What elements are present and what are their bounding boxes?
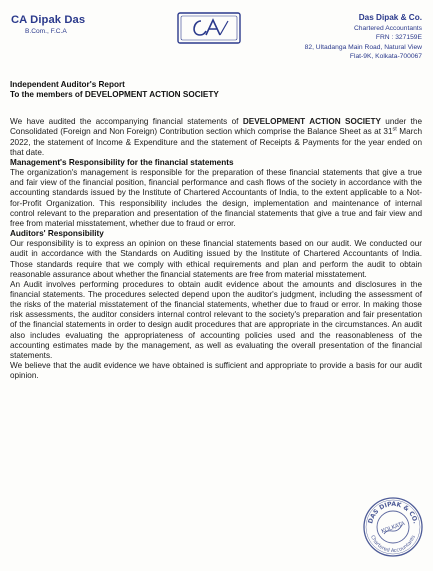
- seal-top-text: DAS DIPAK & CO.: [367, 500, 419, 525]
- opening-society-name: DEVELOPMENT ACTION SOCIETY: [242, 117, 381, 127]
- firm-name: Das Dipak & Co.: [358, 13, 422, 22]
- firm-address-line2: Flat-9K, Kolkata-700067: [349, 52, 422, 60]
- report-addressee: To the members of DEVELOPMENT ACTION SOCIETY: [10, 90, 219, 100]
- report-title: Independent Auditor's Report: [10, 80, 125, 89]
- opening-text-1: We have audited the accompanying financial statements of: [10, 117, 243, 127]
- letterhead-right: [222, 13, 422, 61]
- management-heading: Management's Responsibility for the financial statements: [10, 157, 234, 167]
- opening-text-3: March 2022, the statement of Income & Expenditure and the statement of Receipts & Payments for the year ended on that date.: [10, 127, 422, 157]
- firm-seal-stamp: [362, 496, 424, 558]
- letterhead-left: [11, 14, 121, 35]
- seal-center-text: KOLKATA: [380, 520, 406, 535]
- firm-address-line1: 82, Ultadanga Main Road, Natural View: [304, 43, 422, 51]
- report-body: [10, 80, 422, 381]
- date-superscript: st: [392, 126, 397, 133]
- opening-text-2: under the Consolidated (Foreign and Non Foreign) Contribution section which comprise the Balance Sheet as at 31: [10, 117, 423, 137]
- ca-name: CA Dipak Das: [11, 14, 86, 26]
- seal-bottom-text: Chartered Accountants: [369, 534, 417, 555]
- firm-subtitle: Chartered Accountants: [353, 25, 422, 32]
- auditors-paragraph-1: Our responsibility is to express an opinion on these financial statements based on our audit. We conducted our audit in accordance with the Standards on Auditing issued by the Institute of Chartered Accountants of India. Those standards require that we comply with ethical requirements and plan and perform the audit to obtain reasonable assurance about whether the financial statements are free from material misstatement.: [10, 239, 422, 279]
- auditors-paragraph-2: An Audit involves performing procedures to obtain audit evidence about the amounts and disclosures in the financial statements. The procedures selected depend upon the auditor's judgment, including the assessment of the risks of the material misstatement of the financial statements, whether due to fraud or error. In making those risk assessments, the auditor considers internal control relevant to the society's preparation and fair presentation of the financial statements in order to design audit procedures that are appropriate in the circumstances. An audit also includes evaluating the appropriateness of accounting policies used and the reasonableness of the accounting estimates made by the management, as well as evaluating the overall presentation of the financial statements.: [10, 279, 422, 360]
- opening-paragraph: [10, 117, 422, 158]
- firm-frn: FRN : 327159E: [375, 34, 422, 42]
- auditors-paragraph-3: We believe that the audit evidence we have obtained is sufficient and appropriate to provide a basis for our audit opinion.: [10, 361, 422, 381]
- management-paragraph: The organization's management is responsible for the preparation of these financial statements that give a true and fair view of the financial position, financial performance and cash flows of the society in accordance with the accounting standards issued by the Institute of Chartered Accountants of India, to the extent applicable to a Not-for-Profit Organization. This responsibility includes the design, implementation and maintenance of internal control relevant to the preparation and presentation of the financial statements that give a true and fair view and free from material misstatement, whether due to fraud or error.: [10, 168, 422, 228]
- ca-qualifications: B.Com., F.C.A: [25, 28, 67, 35]
- auditors-heading: Auditors' Responsibility: [10, 229, 104, 239]
